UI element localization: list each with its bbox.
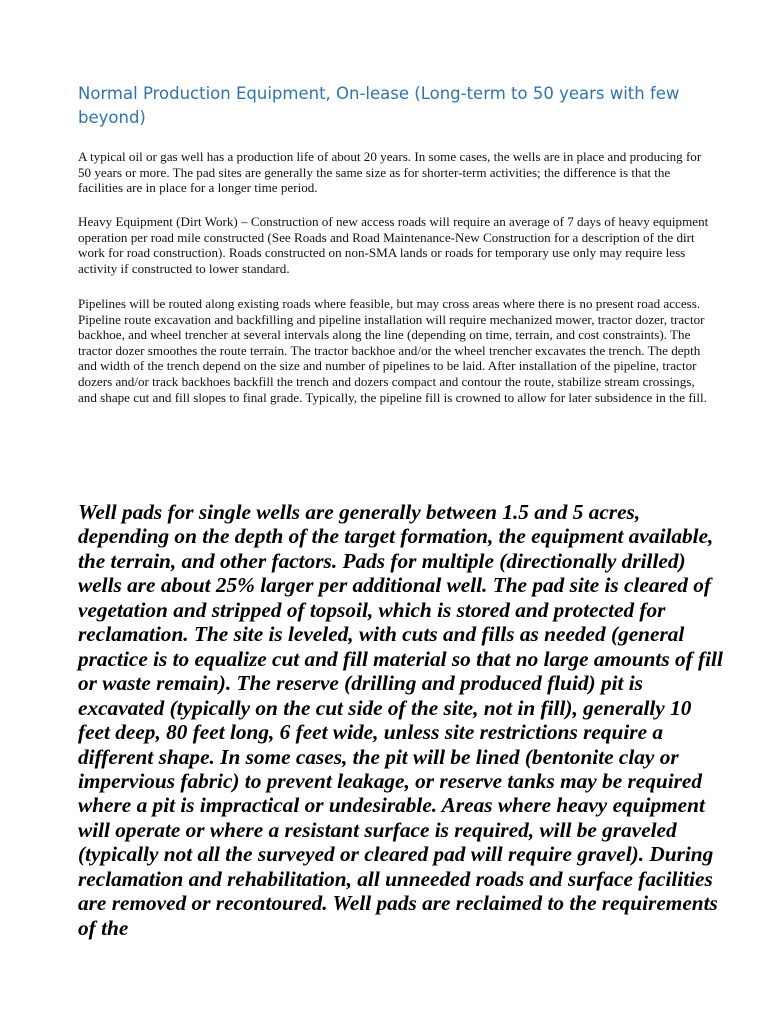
paragraph-heavy-equipment: Heavy Equipment (Dirt Work) – Construction of new access roads will require an average of 7 days of heavy equipment operation per road mile constructed (See Roads and Road Maintenance-New Construction for a description of the dirt work for road construction). Roads constructed on non-SMA lands or roads for temporary use only may require less activity if constructed to lower standard. [78,214,709,276]
paragraph-well-pads: Well pads for single wells are generally between 1.5 and 5 acres, depending on the depth of the target formation, the equipment available, the terrain, and other factors. Pads for multiple (directionally drilled) wells are about 25% larger per additional well. The pad site is cleared of vegetation and stripped of topsoil, which is stored and protected for reclamation. The site is leveled, with cuts and fills as needed (general practice is to equalize cut and fill material so that no large amounts of fill or waste remain). The reserve (drilling and produced fluid) pit is excavated (typically on the cut side of the site, not in fill), generally 10 feet deep, 80 feet long, 6 feet wide, unless site restrictions require a different shape. In some cases, the pit will be lined (bentonite clay or impervious fabric) to prevent leakage, or reserve tanks may be required where a pit is impractical or undesirable. Areas where heavy equipment will operate or where a resistant surface is required, will be graveled (typically not all the surveyed or cleared pad will require gravel). During reclamation and rehabilitation, all unneeded roads and surface facilities are removed or recontoured. Well pads are reclaimed to the requirements of the [78,500,723,940]
paragraph-pipelines: Pipelines will be routed along existing roads where feasible, but may cross areas where there is no present road access. Pipeline route excavation and backfilling and pipeline installation will require mechanized mower, tractor dozer, tractor backhoe, and wheel trencher at several intervals along the line (depending on time, terrain, and cost constraints). The tractor dozer smoothes the route terrain. The tractor backhoe and/or the wheel trencher excavates the trench. The depth and width of the trench depend on the size and number of pipelines to be laid. After installation of the pipeline, tractor dozers and/or track backhoes backfill the trench and dozers compact and contour the route, stabilize stream crossings, and shape cut and fill slopes to final grade. Typically, the pipeline fill is crowned to allow for later subsidence in the fill. [78,296,707,405]
section-heading: Normal Production Equipment, On-lease (Long-term to 50 years with few beyond) [78,84,680,127]
paragraph-production-life: A typical oil or gas well has a production life of about 20 years. In some cases, the wells are in place and producing for 50 years or more. The pad sites are generally the same size as for shorter-term activities; the difference is that the facilities are in place for a longer time period. [78,149,702,196]
